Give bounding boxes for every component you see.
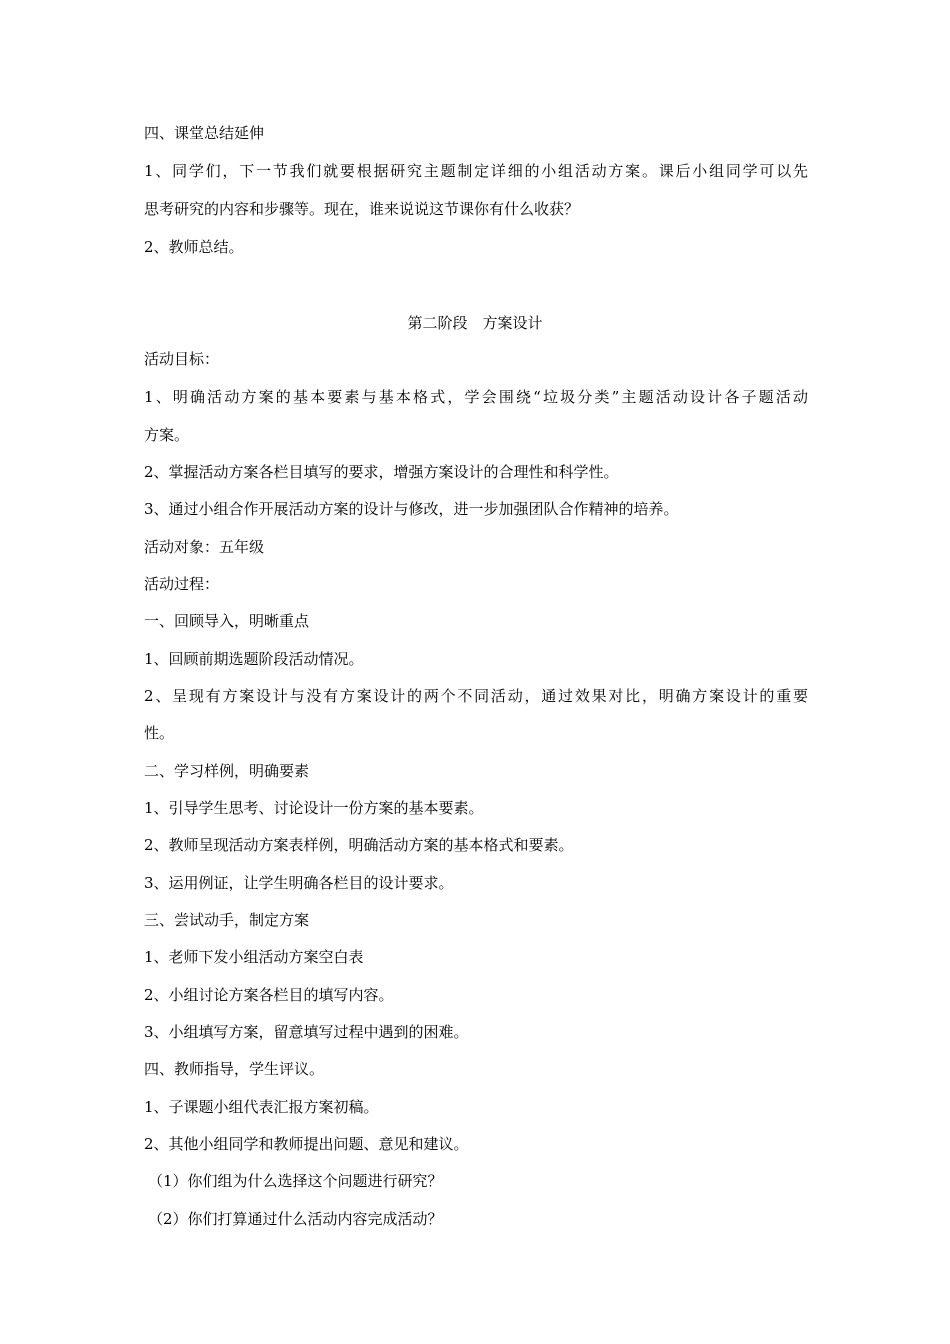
list-item: 2、教师呈现活动方案表样例，明确活动方案的基本格式和要素。 xyxy=(144,836,574,854)
section-heading: 一、回顾导入，明晰重点 xyxy=(144,612,310,630)
paragraph-line: 性。 xyxy=(144,724,175,742)
list-item: 2、教师总结。 xyxy=(144,238,244,256)
list-item: 1、引导学生思考、讨论设计一份方案的基本要素。 xyxy=(144,799,484,817)
list-item: 2、掌握活动方案各栏目填写的要求，增强方案设计的合理性和科学性。 xyxy=(144,463,619,481)
list-item: 3、小组填写方案，留意填写过程中遇到的困难。 xyxy=(144,1023,469,1041)
list-item: 1、回顾前期选题阶段活动情况。 xyxy=(144,650,364,668)
section-heading: 三、尝试动手，制定方案 xyxy=(144,911,310,929)
list-item: 1、子课题小组代表汇报方案初稿。 xyxy=(144,1098,379,1116)
goals-label: 活动目标： xyxy=(144,350,220,368)
paragraph-line: 方案。 xyxy=(144,426,190,444)
section-heading: 四、教师指导，学生评议。 xyxy=(144,1060,325,1078)
paragraph-line: 思考研究的内容和步骤等。现在，谁来说说这节课你有什么收获？ xyxy=(144,200,580,218)
list-item: 3、运用例证，让学生明确各栏目的设计要求。 xyxy=(144,874,454,892)
list-item: 1、老师下发小组活动方案空白表 xyxy=(144,948,364,966)
section-heading: 二、学习样例，明确要素 xyxy=(144,762,310,780)
question-item: （1）你们组为什么选择这个问题进行研究？ xyxy=(148,1172,443,1190)
stage-title: 第二阶段 方案设计 xyxy=(407,314,543,332)
target-label: 活动对象：五年级 xyxy=(144,538,265,556)
list-item: 2、小组讨论方案各栏目的填写内容。 xyxy=(144,986,394,1004)
process-label: 活动过程： xyxy=(144,575,220,593)
paragraph-line: 1、同学们，下一节我们就要根据研究主题制定详细的小组活动方案。课后小组同学可以先 xyxy=(144,162,808,180)
question-item: （2）你们打算通过什么活动内容完成活动？ xyxy=(148,1210,443,1228)
paragraph-line: 1、明确活动方案的基本要素与基本格式，学会围绕“垃圾分类”主题活动设计各子题活动 xyxy=(144,388,808,406)
paragraph-line: 2、呈现有方案设计与没有方案设计的两个不同活动，通过效果对比，明确方案设计的重要 xyxy=(144,687,808,705)
list-item: 2、其他小组同学和教师提出问题、意见和建议。 xyxy=(144,1135,469,1153)
list-item: 3、通过小组合作开展活动方案的设计与修改，进一步加强团队合作精神的培养。 xyxy=(144,500,679,518)
section-heading-summary: 四、课堂总结延伸 xyxy=(144,124,265,142)
